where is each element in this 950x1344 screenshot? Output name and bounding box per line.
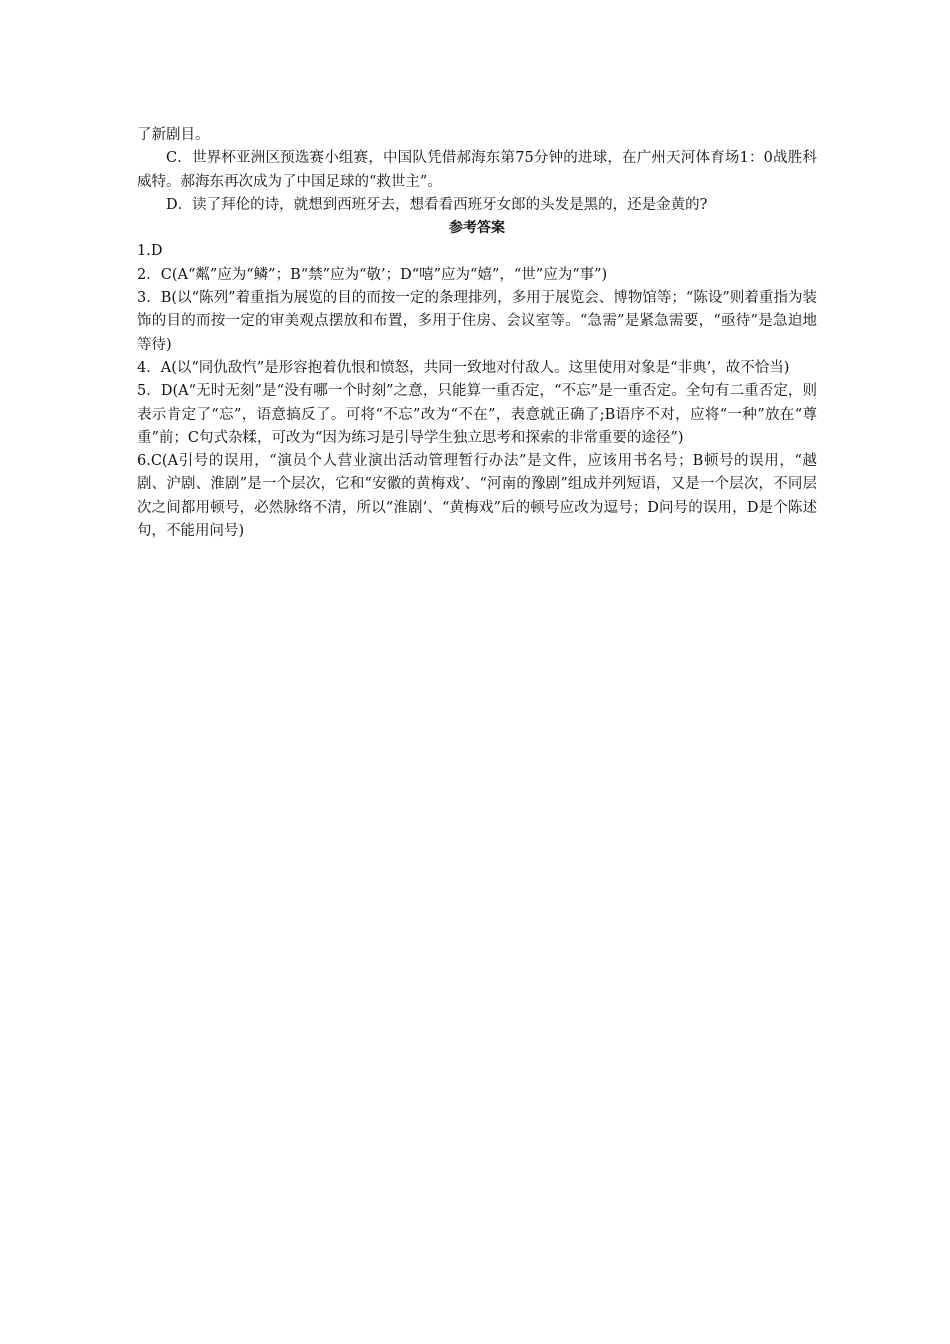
answer-2: 2．C(A“粼”应为“鳞”；B“禁”应为“敬’；D“嘻”应为“嬉”，“世”应为“事”) <box>137 266 608 283</box>
answer-6: 6.C(A引号的误用，“演员个人营业演出活动管理暂行办法”是文件，应该用书名号；B顿号的误用，“越剧、沪剧、淮剧”是一个层次，它和“安徽的黄梅戏’、“河南的豫剧”组成并列短语，又是一个层次，不同层次之间都用顿号，必然脉络不清，所以“淮剧’、“黄梅戏”后的顿号应改为逗号；D问号的误用，D是个陈述句，不能用问号) <box>137 453 817 540</box>
answers-heading: 参考答案 <box>449 220 505 237</box>
answer-5: 5．D(A“无时无刻”是“没有哪一个时刻”之意，只能算一重否定，“不忘”是一重否定。全句有二重否定，则表示肯定了“忘”，语意搞反了。可将“不忘”改为“不在”，表意就正确了;B语序不对，应将“一种”放在“尊重”前；C句式杂糅，可改为“因为练习是引导学生独立思考和探索的非常重要的途径”) <box>137 383 817 446</box>
option-c: C．世界杯亚洲区预选赛小组赛，中国队凭借郝海东第75分钟的进球，在广州天河体育场1：0战胜科威特。郝海东再次成为了中国足球的“救世主”。 <box>137 150 817 190</box>
answer-3: 3．B(以“陈列”着重指为展览的目的而按一定的条理排列，多用于展览会、博物馆等；“陈设”则着重指为装饰的目的而按一定的审美观点摆放和布置，多用于住房、会议室等。“急需”是紧急需要，“亟待”是急迫地等待) <box>137 290 817 353</box>
answer-4: 4．A(以“同仇敌忾”是形容抱着仇恨和愤怒，共同一致地对付敌人。这里使用对象是“非典’，故不恰当) <box>137 359 790 376</box>
document-body <box>137 124 817 543</box>
answer-1: 1.D <box>137 243 163 260</box>
question-continuation: 了新剧目。 <box>137 127 210 143</box>
option-d: D．读了拜伦的诗，就想到西班牙去，想看看西班牙女郎的头发是黑的，还是金黄的? <box>166 196 708 213</box>
